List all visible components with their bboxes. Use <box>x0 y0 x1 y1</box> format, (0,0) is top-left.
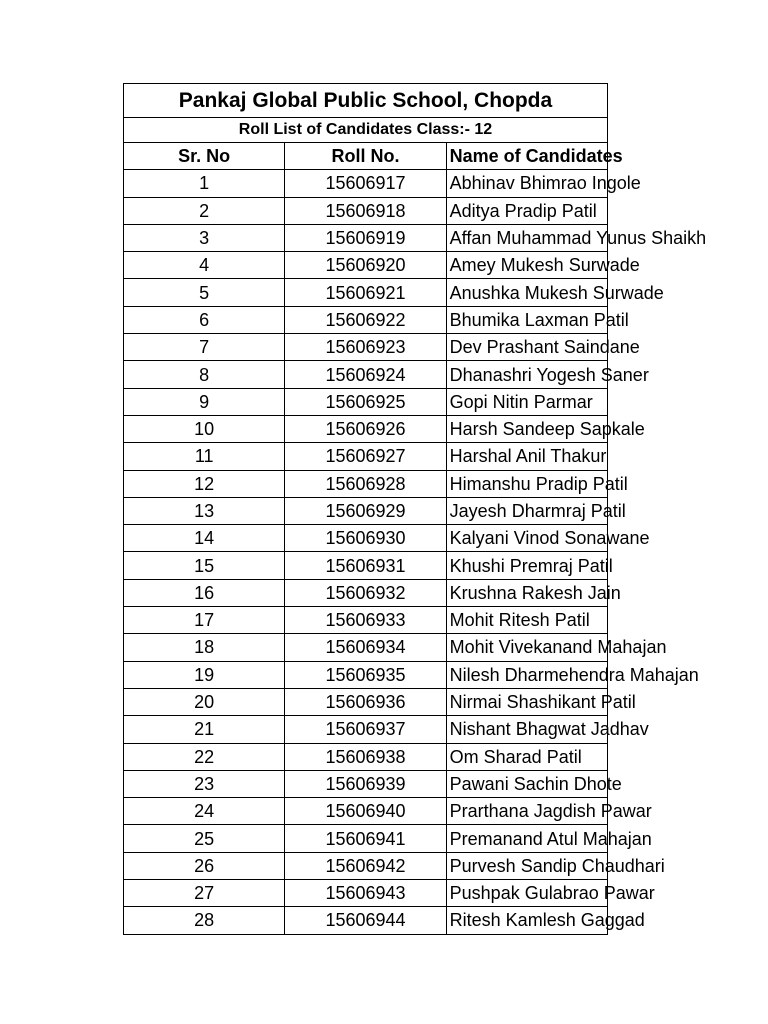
roll-no-cell: 15606928 <box>285 470 446 497</box>
sr-no-cell: 24 <box>124 798 285 825</box>
roll-no-cell: 15606934 <box>285 634 446 661</box>
table-row <box>124 388 608 415</box>
table-row <box>124 634 608 661</box>
sr-no-cell: 18 <box>124 634 285 661</box>
school-name: Pankaj Global Public School, Chopda <box>124 84 608 118</box>
candidate-name-cell: Premanand Atul Mahajan <box>446 825 607 852</box>
roll-no-cell: 15606922 <box>285 306 446 333</box>
table-row <box>124 607 608 634</box>
header-name: Name of Candidates <box>446 143 607 170</box>
roll-no-cell: 15606918 <box>285 197 446 224</box>
table-row <box>124 470 608 497</box>
roll-no-cell: 15606920 <box>285 252 446 279</box>
table-row <box>124 279 608 306</box>
candidate-name-cell: Om Sharad Patil <box>446 743 607 770</box>
table-row <box>124 880 608 907</box>
sr-no-cell: 6 <box>124 306 285 333</box>
sr-no-cell: 22 <box>124 743 285 770</box>
table-row <box>124 415 608 442</box>
table-row <box>124 334 608 361</box>
sr-no-cell: 4 <box>124 252 285 279</box>
table-head <box>124 84 623 170</box>
table-row <box>124 552 608 579</box>
sr-no-cell: 26 <box>124 852 285 879</box>
table-row <box>124 716 608 743</box>
sr-no-cell: 16 <box>124 579 285 606</box>
candidate-name-cell: Nishant Bhagwat Jadhav <box>446 716 607 743</box>
sr-no-cell: 14 <box>124 525 285 552</box>
candidate-name-cell: Amey Mukesh Surwade <box>446 252 607 279</box>
table-row <box>124 798 608 825</box>
candidate-name-cell: Bhumika Laxman Patil <box>446 306 607 333</box>
candidate-name-cell: Krushna Rakesh Jain <box>446 579 607 606</box>
candidate-name-cell: Pushpak Gulabrao Pawar <box>446 880 607 907</box>
candidate-name-cell: Dhanashri Yogesh Saner <box>446 361 607 388</box>
sr-no-cell: 13 <box>124 497 285 524</box>
roll-no-cell: 15606931 <box>285 552 446 579</box>
candidate-name-cell: Himanshu Pradip Patil <box>446 470 607 497</box>
roll-no-cell: 15606921 <box>285 279 446 306</box>
table-row <box>124 688 608 715</box>
sr-no-cell: 8 <box>124 361 285 388</box>
list-title: Roll List of Candidates Class:- 12 <box>124 118 608 143</box>
roll-no-cell: 15606938 <box>285 743 446 770</box>
table-row <box>124 224 608 251</box>
candidate-name-cell: Dev Prashant Saindane <box>446 334 607 361</box>
roll-no-cell: 15606932 <box>285 579 446 606</box>
sr-no-cell: 12 <box>124 470 285 497</box>
sr-no-cell: 7 <box>124 334 285 361</box>
sr-no-cell: 15 <box>124 552 285 579</box>
table-row <box>124 443 608 470</box>
roll-no-cell: 15606939 <box>285 770 446 797</box>
table-row <box>124 770 608 797</box>
sr-no-cell: 3 <box>124 224 285 251</box>
roll-no-cell: 15606927 <box>285 443 446 470</box>
table-row <box>124 170 608 197</box>
sr-no-cell: 11 <box>124 443 285 470</box>
candidate-name-cell: Ritesh Kamlesh Gaggad <box>446 907 607 934</box>
header-row <box>124 143 608 170</box>
roll-list-table <box>123 83 707 935</box>
candidate-name-cell: Nilesh Dharmehendra Mahajan <box>446 661 607 688</box>
roll-no-cell: 15606925 <box>285 388 446 415</box>
candidate-name-cell: Purvesh Sandip Chaudhari <box>446 852 607 879</box>
table-row <box>124 743 608 770</box>
candidate-name-cell: Kalyani Vinod Sonawane <box>446 525 607 552</box>
table-row <box>124 252 608 279</box>
table-row <box>124 525 608 552</box>
candidate-name-cell: Harshal Anil Thakur <box>446 443 607 470</box>
table-row <box>124 361 608 388</box>
roll-no-cell: 15606941 <box>285 825 446 852</box>
table-row <box>124 306 608 333</box>
roll-no-cell: 15606942 <box>285 852 446 879</box>
candidate-name-cell: Gopi Nitin Parmar <box>446 388 607 415</box>
candidate-name-cell: Affan Muhammad Yunus Shaikh <box>446 224 607 251</box>
table-row <box>124 579 608 606</box>
candidate-name-cell: Harsh Sandeep Sapkale <box>446 415 607 442</box>
roll-no-cell: 15606926 <box>285 415 446 442</box>
sr-no-cell: 21 <box>124 716 285 743</box>
roll-no-cell: 15606936 <box>285 688 446 715</box>
sr-no-cell: 27 <box>124 880 285 907</box>
header-sr-no: Sr. No <box>124 143 285 170</box>
candidate-name-cell: Khushi Premraj Patil <box>446 552 607 579</box>
roll-no-cell: 15606940 <box>285 798 446 825</box>
sr-no-cell: 25 <box>124 825 285 852</box>
sr-no-cell: 5 <box>124 279 285 306</box>
title-row <box>124 84 608 118</box>
sr-no-cell: 19 <box>124 661 285 688</box>
sr-no-cell: 9 <box>124 388 285 415</box>
roll-no-cell: 15606930 <box>285 525 446 552</box>
roll-no-cell: 15606933 <box>285 607 446 634</box>
candidate-name-cell: Anushka Mukesh Surwade <box>446 279 607 306</box>
roll-no-cell: 15606929 <box>285 497 446 524</box>
sr-no-cell: 20 <box>124 688 285 715</box>
roll-no-cell: 15606924 <box>285 361 446 388</box>
candidate-name-cell: Aditya Pradip Patil <box>446 197 607 224</box>
roll-no-cell: 15606919 <box>285 224 446 251</box>
roll-no-cell: 15606935 <box>285 661 446 688</box>
roll-no-cell: 15606944 <box>285 907 446 934</box>
table-row <box>124 661 608 688</box>
table-row <box>124 197 608 224</box>
header-roll-no: Roll No. <box>285 143 446 170</box>
roll-no-cell: 15606943 <box>285 880 446 907</box>
roll-no-cell: 15606923 <box>285 334 446 361</box>
candidate-name-cell: Jayesh Dharmraj Patil <box>446 497 607 524</box>
table-row <box>124 907 608 934</box>
candidate-name-cell: Nirmai Shashikant Patil <box>446 688 607 715</box>
table-row <box>124 852 608 879</box>
subtitle-row <box>124 118 608 143</box>
table-body <box>124 170 707 934</box>
roll-no-cell: 15606917 <box>285 170 446 197</box>
candidate-name-cell: Abhinav Bhimrao Ingole <box>446 170 607 197</box>
sr-no-cell: 23 <box>124 770 285 797</box>
roll-no-cell: 15606937 <box>285 716 446 743</box>
table-row <box>124 825 608 852</box>
candidate-name-cell: Mohit Vivekanand Mahajan <box>446 634 607 661</box>
sr-no-cell: 2 <box>124 197 285 224</box>
table-row <box>124 497 608 524</box>
sr-no-cell: 28 <box>124 907 285 934</box>
candidate-name-cell: Pawani Sachin Dhote <box>446 770 607 797</box>
candidate-name-cell: Mohit Ritesh Patil <box>446 607 607 634</box>
candidate-name-cell: Prarthana Jagdish Pawar <box>446 798 607 825</box>
sr-no-cell: 10 <box>124 415 285 442</box>
sr-no-cell: 1 <box>124 170 285 197</box>
sr-no-cell: 17 <box>124 607 285 634</box>
